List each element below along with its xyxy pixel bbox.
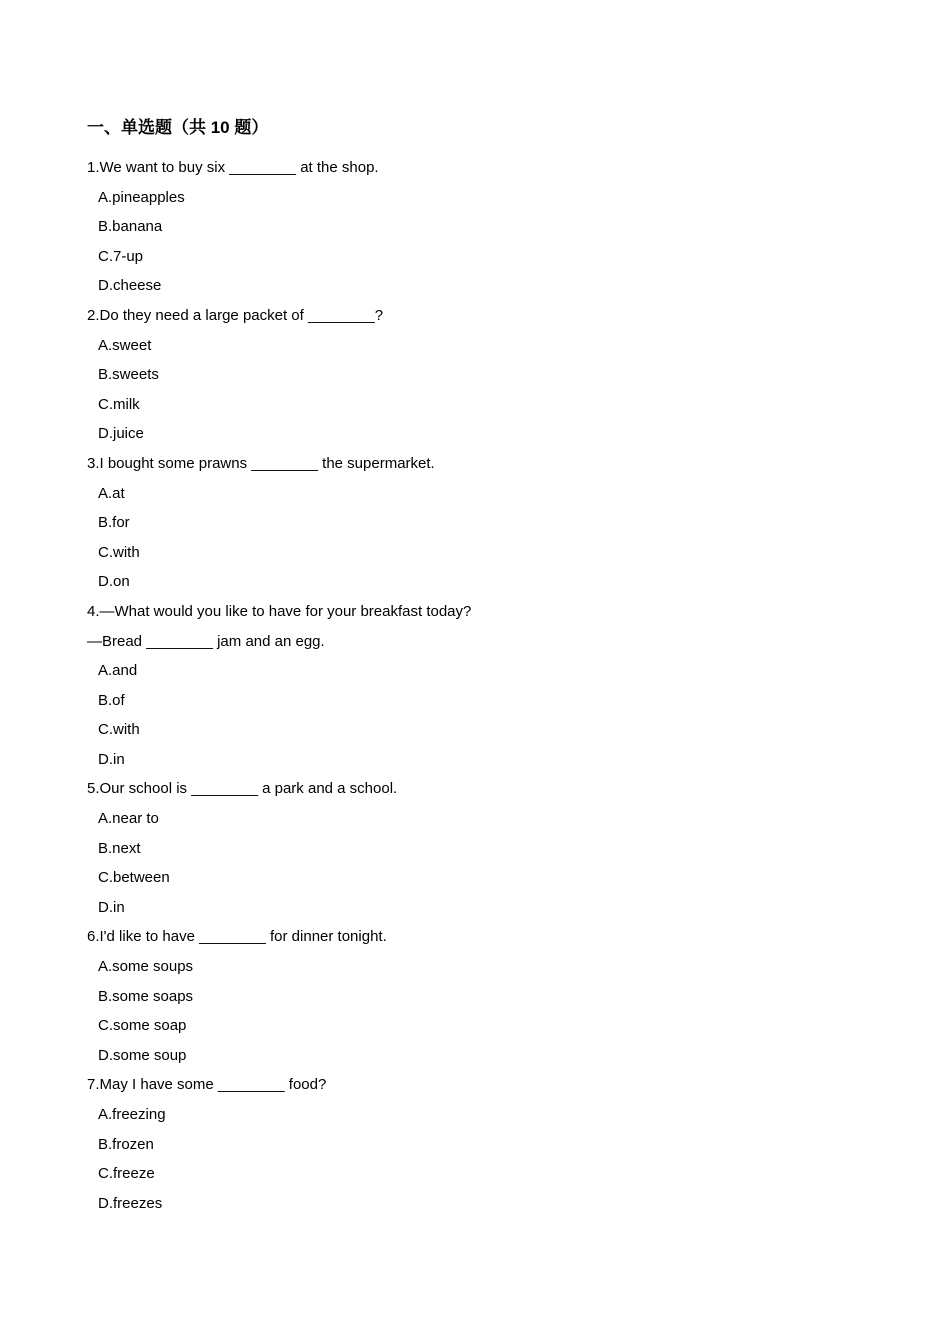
option-d: D.juice	[98, 425, 144, 443]
option-b: B.for	[98, 514, 130, 532]
option-b: B.of	[98, 691, 125, 709]
option-a: A.sweet	[98, 336, 152, 354]
question-7	[87, 1070, 867, 1218]
option-c: C.with	[98, 721, 140, 739]
option-c: C.freeze	[98, 1165, 155, 1183]
option-a: A.near to	[98, 810, 159, 828]
option-d: D.in	[98, 750, 125, 768]
question-stem: 1.We want to buy six ________ at the shop.	[87, 159, 379, 176]
question-stem: 2.Do they need a large packet of ________?	[87, 306, 384, 324]
option-b: B.sweets	[98, 366, 159, 384]
question-5	[87, 774, 867, 922]
question-1	[87, 153, 867, 301]
section-title: 一、单选题（共 10 题）	[87, 118, 269, 137]
option-c: C.7-up	[98, 247, 144, 265]
question-6	[87, 922, 867, 1070]
option-b: B.some soaps	[98, 987, 194, 1005]
question-stem: 5.Our school is ________ a park and a school.	[87, 780, 398, 798]
question-list	[87, 153, 867, 1218]
option-d: D.freezes	[98, 1194, 163, 1212]
question-3	[87, 449, 867, 597]
option-c: C.between	[98, 869, 170, 887]
option-d: D.cheese	[98, 277, 162, 295]
question-2	[87, 301, 867, 449]
question-4	[87, 597, 867, 775]
option-c: C.milk	[98, 395, 140, 413]
question-stem: 7.May I have some ________ food?	[87, 1076, 327, 1094]
option-d: D.some soup	[98, 1046, 187, 1064]
option-c: C.with	[98, 543, 140, 561]
option-b: B.next	[98, 839, 141, 857]
option-c: C.some soap	[98, 1017, 187, 1035]
option-b: B.banana	[98, 218, 163, 236]
question-stem-continuation: —Bread ________ jam and an egg.	[87, 632, 325, 650]
option-b: B.frozen	[98, 1135, 154, 1153]
question-stem: 4.—What would you like to have for your breakfast today?	[87, 602, 472, 620]
question-stem: 6.I'd like to have ________ for dinner tonight.	[87, 928, 387, 946]
option-d: D.on	[98, 573, 130, 591]
option-a: A.and	[98, 662, 138, 680]
option-a: A.some soups	[98, 958, 194, 976]
option-a: A.at	[98, 484, 125, 502]
question-stem: 3.I bought some prawns ________ the supermarket.	[87, 454, 435, 472]
option-a: A.pineapples	[98, 188, 185, 206]
option-a: A.freezing	[98, 1106, 166, 1123]
option-d: D.in	[98, 898, 125, 916]
